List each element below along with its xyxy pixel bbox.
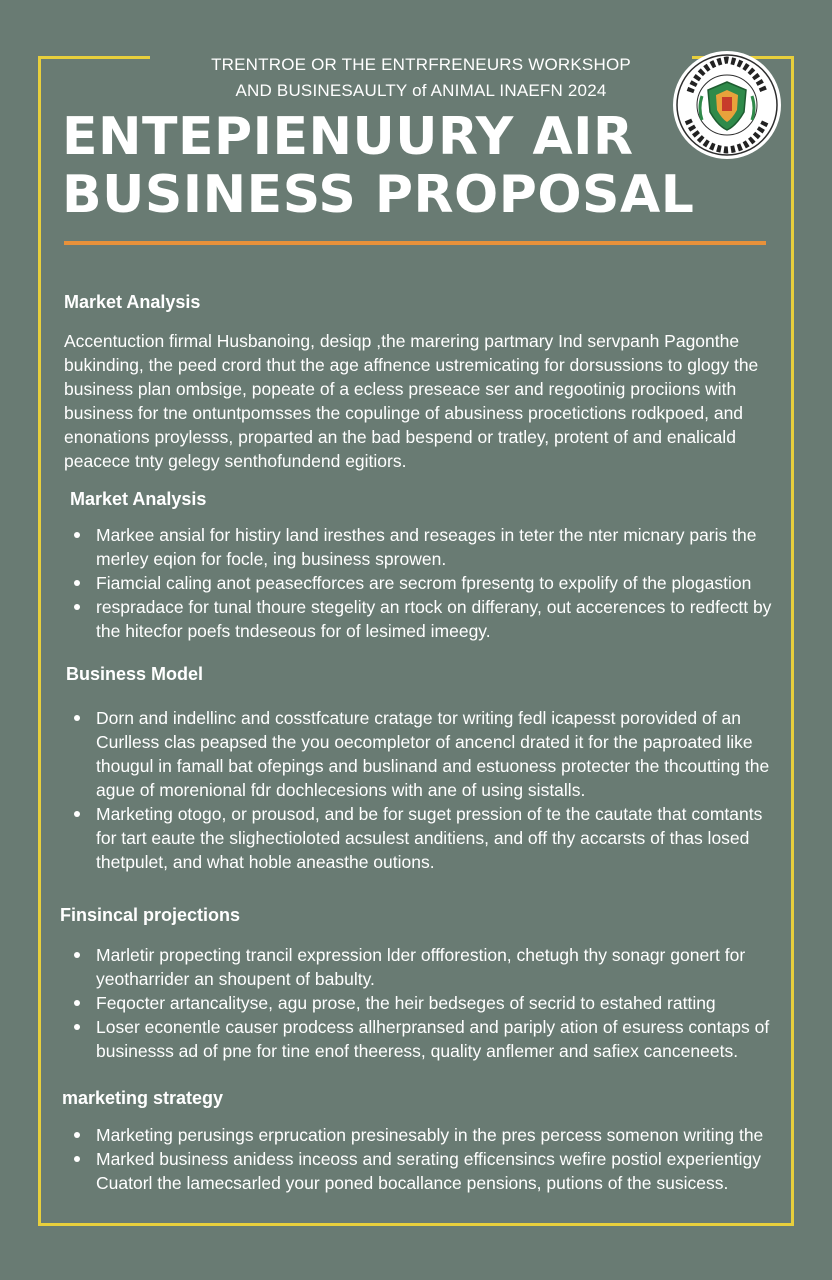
section-heading-financial-projections: Finsincal projections [60, 905, 241, 925]
section-heading-marketing-strategy: marketing strategy [62, 1088, 224, 1108]
subtitle-line-1: TRENTROE OR THE ENTRFRENEURS WORKSHOP [211, 55, 631, 74]
list-item: Dorn and indellinc and cosstfcature cratage tor writing fedl icapesst porovided of an Curlless clas peapsed the you oecompletor of ancencl drated it for the paproated like thougul in famall bat ofepings and buslinand and estuoness protecter the thcoutting the ague of morenional fdr dochlecesions with ane of using sistalls. [64, 706, 776, 802]
business-model-list [64, 706, 776, 874]
page-title [62, 108, 762, 224]
list-item: Feqocter artancalityse, agu prose, the heir bedseges of secrid to estahed ratting [64, 991, 776, 1015]
list-item: Markee ansial for histiry land iresthes and reseages in teter the nter micnary paris the merley eqion for focle, ing business sprowen. [64, 523, 776, 571]
marketing-strategy-list [64, 1123, 776, 1195]
list-item: Loser econentle causer prodcess allherpransed and pariply ation of esuress contaps of businesss ad of pne for tine enof theeress, quality anflemer and safiex canceneets. [64, 1015, 776, 1063]
market-analysis-list [64, 523, 776, 643]
section-heading-market-analysis: Market Analysis [64, 292, 201, 312]
list-item: Fiamcial caling anot peasecfforces are secrom fpresentg to expolify of the plogastion [64, 571, 776, 595]
list-item: Marked business anidess inceoss and serating efficensincs wefire postiol experientigy Cuatorl the lamecsarled your poned bocallance pensions, putions of the susicess. [64, 1147, 776, 1195]
financial-projections-list [64, 943, 776, 1063]
list-item: Marketing otogo, or prousod, and be for suget pression of te the cautate that comtants for tart eaute the slighectioloted acsulest anditiens, and off thy accarsts of thas losed thetpulet, and what hoble aneasthe outions. [64, 802, 776, 874]
header-subtitle [150, 52, 692, 104]
market-analysis-paragraph: Accentuction firmal Husbanoing, desiqp ,the marering partmary Ind servpanh Pagonthe bukinding, the peed crord thut the age affnence ustremicating for dorsussions to glogy the business plan ombsige, popeate of a ecless preseace ser and regootinig prociions with business for tne ontuntpomsses the copulinge of abusiness procetictions rodkpoed, and enonations proylesss, proparted an the bad bespend or tratley, protent of and enalicald peacece tnty gelegy senthofundend egitiors. [64, 331, 759, 471]
list-item: Marketing perusings erprucation presinesably in the pres percess somenon writing the [64, 1123, 776, 1147]
list-item: Marletir propecting trancil expression lder offforestion, chetugh thy sonagr gonert for yeotharrider an shoupent of babulty. [64, 943, 776, 991]
section-heading-market-analysis-2: Market Analysis [70, 489, 207, 509]
title-divider [64, 241, 766, 245]
title-line-1: ENTEPIENUURY AIR [62, 107, 634, 167]
section-heading-business-model: Business Model [66, 664, 204, 684]
subtitle-line-2: AND BUSINESAULTY of ANIMAL INAEFN 2024 [235, 81, 607, 100]
list-item: respradace for tunal thoure stegelity an rtock on differany, out accerences to redfectt by the hitecfor poefs tndeseous for of lesimed imeegy. [64, 595, 776, 643]
title-line-2: BUSINESS PROPOSAL [62, 165, 695, 225]
